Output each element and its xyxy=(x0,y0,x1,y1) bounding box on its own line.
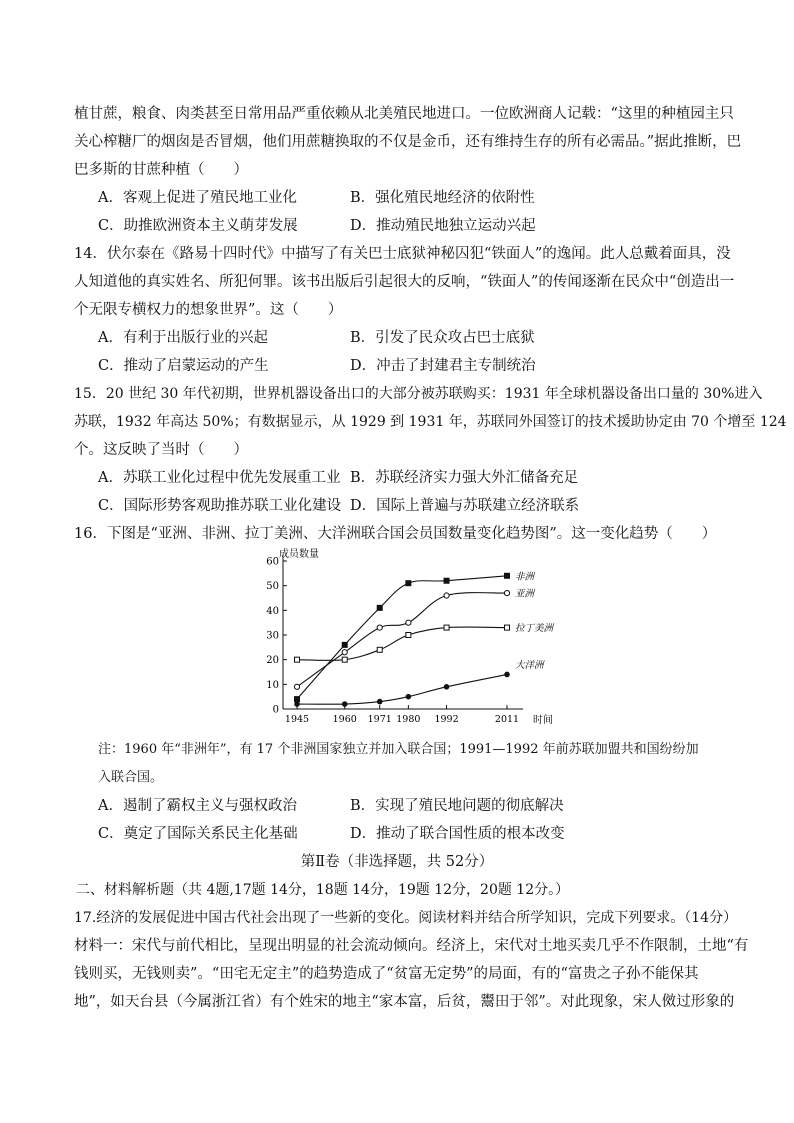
q15-option-c: C．国际形势客观助推苏联工业化建设 xyxy=(98,498,342,514)
part2-heading: 二、材料解析题（共 4题,17题 14分，18题 14分，19题 12分，20题 12分。） xyxy=(76,882,570,898)
q13-option-b: B．强化殖民地经济的依附性 xyxy=(350,190,535,206)
q16-stem: 16．下图是“亚洲、非洲、拉丁美洲、大洋洲联合国会员国数量变化趋势图”。这一变化趋势（ ） xyxy=(74,526,717,542)
y-tick-label: 50 xyxy=(266,581,279,593)
q16-option-a: A．遏制了霸权主义与强权政治 xyxy=(98,798,297,814)
q15-line-1: 15．20 世纪 30 年代初期，世界机器设备出口的大部分被苏联购买：1931 年全球机器设备出口量的 30%进入 xyxy=(74,386,763,402)
q16-option-c: C．奠定了国际关系民主化基础 xyxy=(98,826,298,842)
x-tick-label: 2011 xyxy=(494,714,520,725)
q14-option-b: B．引发了民众攻占巴士底狱 xyxy=(350,330,535,346)
data-point xyxy=(444,685,449,690)
data-point xyxy=(342,657,347,662)
series-line-1 xyxy=(297,593,507,687)
data-point xyxy=(406,581,411,586)
q13-line-3: 巴多斯的甘蔗种植（ ） xyxy=(74,162,248,178)
series-line-3 xyxy=(297,674,507,704)
q17-line-1: 17.经济的发展促进中国古代社会出现了一些新的变化。阅读材料并结合所学知识，完成下列要求。（14分） xyxy=(74,910,738,926)
q13-line-1: 植甘蔗，粮食、肉类甚至日常用品严重依赖从北美殖民地进口。一位欧洲商人记载：“这里的种植园主只 xyxy=(74,106,734,122)
q16-note-line-2: 入联合国。 xyxy=(98,770,164,785)
q13-option-a: A．客观上促进了殖民地工业化 xyxy=(98,190,297,206)
series-label: 大洋洲 xyxy=(515,659,544,671)
data-point xyxy=(406,633,411,638)
q13-option-d: D．推动殖民地独立运动兴起 xyxy=(350,218,536,234)
data-point xyxy=(294,684,299,689)
y-tick-label: 20 xyxy=(266,655,279,667)
q15-option-b: B．苏联经济实力强大外汇储备充足 xyxy=(350,470,579,486)
data-point xyxy=(295,697,300,702)
data-point xyxy=(444,625,449,630)
data-point xyxy=(342,642,347,647)
q16-option-b: B．实现了殖民地问题的彻底解决 xyxy=(350,798,564,814)
q13-option-c: C．助推欧洲资本主义萌芽发展 xyxy=(98,218,298,234)
data-point xyxy=(377,647,382,652)
chart-ylabel: 成员数量 xyxy=(279,549,319,560)
q17-line-2: 材料一：宋代与前代相比，呈现出明显的社会流动倾向。经济上，宋代对土地买卖几乎不作限制，土地“有 xyxy=(74,938,749,954)
q17-line-3: 钱则买，无钱则卖”。“田宅无定主”的趋势造成了“贫富无定势”的局面，有的“富贵之子孙不能保其 xyxy=(74,966,699,982)
data-point xyxy=(505,625,510,630)
data-point xyxy=(406,620,411,625)
q15-option-a: A．苏联工业化过程中优先发展重工业 xyxy=(98,470,341,486)
data-point xyxy=(444,578,449,583)
y-tick-label: 10 xyxy=(266,679,279,691)
data-point xyxy=(444,593,449,598)
q14-option-a: A．有利于出版行业的兴起 xyxy=(98,330,268,346)
q14-line-1: 14．伏尔泰在《路易十四时代》中描写了有关巴士底狱神秘囚犯“铁面人”的逸闻。此人总戴着面具，没 xyxy=(74,246,731,262)
q16-note-line-1: 注：1960 年“非洲年”，有 17 个非洲国家独立并加入联合国；1991—1992 年前苏联加盟共和国纷纷加 xyxy=(98,742,699,757)
q16-option-d: D．推动了联合国性质的根本改变 xyxy=(350,826,565,842)
data-point xyxy=(377,699,382,704)
part2-title: 第Ⅱ卷（非选择题，共 52分） xyxy=(300,854,494,870)
x-tick-label: 1980 xyxy=(396,714,421,725)
un-membership-line-chart xyxy=(255,543,595,733)
data-point xyxy=(377,625,382,630)
series-label: 亚洲 xyxy=(515,588,535,600)
chart-xlabel: 时间 xyxy=(533,715,553,726)
q17-line-4: 地”，如天台县（今属浙江省）有个姓宋的地主“家本富，后贫，鬻田于邻”。对此现象，宋人傚过形象的 xyxy=(74,994,735,1010)
y-tick-label: 0 xyxy=(272,704,279,716)
q15-line-2: 苏联，1932 年高达 50%；有数据显示，从 1929 到 1931 年，苏联同外国签订的技术援助协定由 70 个增至 124 xyxy=(74,414,787,430)
q14-option-d: D．冲击了封建君主专制统治 xyxy=(350,358,536,374)
series-line-2 xyxy=(297,627,507,660)
y-tick-label: 40 xyxy=(266,605,279,617)
x-tick-label: 1992 xyxy=(434,714,459,725)
data-point xyxy=(342,702,347,707)
q14-line-2: 人知道他的真实姓名、所犯何罪。该书出版后引起很大的反响，“铁面人”的传闻逐渐在民众中“创造出一 xyxy=(74,274,735,290)
data-point xyxy=(504,590,509,595)
data-point xyxy=(406,694,411,699)
q14-option-c: C．推动了启蒙运动的产生 xyxy=(98,358,269,374)
x-tick-label: 1971 xyxy=(367,714,392,725)
data-point xyxy=(295,702,300,707)
q14-line-3: 个无限专横权力的想象世界”。这（ ） xyxy=(74,302,343,318)
y-tick-label: 60 xyxy=(266,556,279,568)
data-point xyxy=(377,605,382,610)
series-label: 拉丁美洲 xyxy=(515,623,554,635)
x-tick-label: 1945 xyxy=(284,714,310,725)
y-tick-label: 30 xyxy=(266,630,279,642)
data-point xyxy=(505,573,510,578)
data-point xyxy=(295,657,300,662)
q15-option-d: D．国际上普遍与苏联建立经济联系 xyxy=(350,498,580,514)
x-tick-label: 1960 xyxy=(332,714,357,725)
data-point xyxy=(342,650,347,655)
data-point xyxy=(505,672,510,677)
series-label: 非洲 xyxy=(515,571,535,583)
q15-line-3: 个。这反映了当时（ ） xyxy=(74,442,248,458)
q13-line-2: 关心榨糖厂的烟囱是否冒烟，他们用蔗糖换取的不仅是金币，还有维持生存的所有必需品。”据此推断，巴 xyxy=(74,134,742,150)
